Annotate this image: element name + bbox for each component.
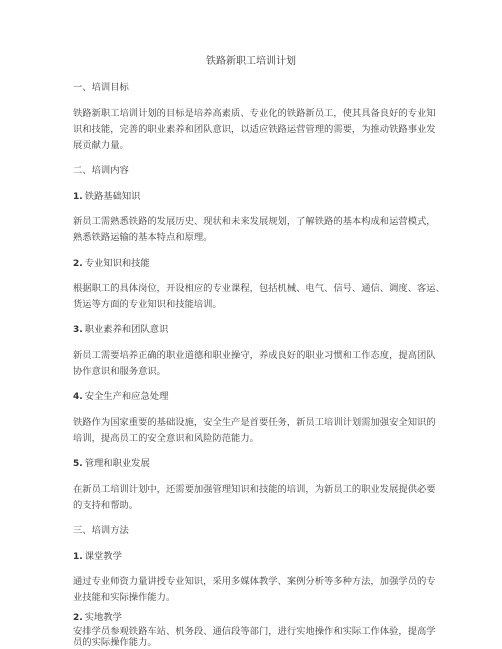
- item-number: 2.: [73, 613, 83, 623]
- item-title: 铁路基础知识: [84, 191, 141, 202]
- paragraph-line: 熟悉铁路运输的基本特点和原理。: [73, 232, 213, 243]
- paragraph-line: 根据职工的具体岗位，开设相应的专业课程，包括机械、电气、信号、通信、调度、客运、: [73, 283, 445, 294]
- item-title: 专业知识和技能: [84, 258, 150, 269]
- section-heading-objectives: 一、培训目标: [73, 82, 129, 93]
- item-number: 1.: [73, 192, 83, 202]
- item-heading: [73, 258, 150, 270]
- item-heading: [73, 191, 140, 203]
- paragraph-line: 货运等方面的专业知识和技能培训。: [73, 299, 222, 310]
- section-heading-methods: 三、培训方法: [73, 525, 129, 536]
- paragraph-line: 展贡献力量。: [73, 140, 129, 151]
- item-title: 管理和职业发展: [84, 458, 150, 469]
- paragraph-line: 铁路新职工培训计划的目标是培养高素质、专业化的铁路新员工，使其具备良好的专业知: [73, 108, 436, 119]
- item-heading: [73, 551, 122, 563]
- paragraph-line: 识和技能，完善的职业素养和团队意识，以适应铁路运营管理的需要，为推动铁路事业发: [73, 124, 436, 135]
- paragraph-line: 在新员工培训计划中，还需要加强管理知识和技能的培训，为新员工的职业发展提供必要: [73, 484, 436, 495]
- item-heading: [73, 612, 122, 624]
- item-heading: [73, 458, 150, 470]
- section-heading-content: 二、培训内容: [73, 165, 129, 176]
- paragraph-line: 新员工需熟悉铁路的发展历史、现状和未来发展规划，了解铁路的基本构成和运营模式，: [73, 216, 436, 227]
- item-title: 实地教学: [84, 612, 122, 623]
- item-number: 4.: [73, 392, 83, 402]
- paragraph-line: 培训，提高员工的安全意识和风险防范能力。: [73, 433, 259, 444]
- item-heading: [73, 391, 168, 403]
- paragraph-line: 通过专业师资力量讲授专业知识，采用多媒体教学、案例分析等多种方法，加强学员的专: [73, 576, 436, 587]
- paragraph-line: 业技能和实际操作能力。: [73, 592, 176, 603]
- paragraph-line: 协作意识和服务意识。: [73, 366, 166, 377]
- item-title: 安全生产和应急处理: [84, 391, 169, 402]
- item-heading: [73, 324, 168, 336]
- item-number: 5.: [73, 459, 83, 469]
- item-number: 2.: [73, 259, 83, 269]
- paragraph-line: 铁路作为国家重要的基础设施，安全生产是首要任务，新员工培训计划需加强安全知识的: [73, 417, 436, 428]
- paragraph-line: 安排学员参观铁路车站、机务段、通信段等部门，进行实地操作和实际工作体验，提高学: [73, 626, 436, 637]
- document-title: 铁路新职工培训计划: [206, 56, 296, 67]
- paragraph-line: 员的实际操作能力。: [73, 637, 157, 648]
- item-title: 职业素养和团队意识: [84, 324, 169, 335]
- paragraph-line: 新员工需要培养正确的职业道德和职业操守，养成良好的职业习惯和工作态度，提高团队: [73, 350, 436, 361]
- item-title: 课堂教学: [84, 551, 122, 562]
- item-number: 3.: [73, 325, 83, 335]
- item-number: 1.: [73, 552, 83, 562]
- paragraph-line: 的支持和帮助。: [73, 500, 139, 511]
